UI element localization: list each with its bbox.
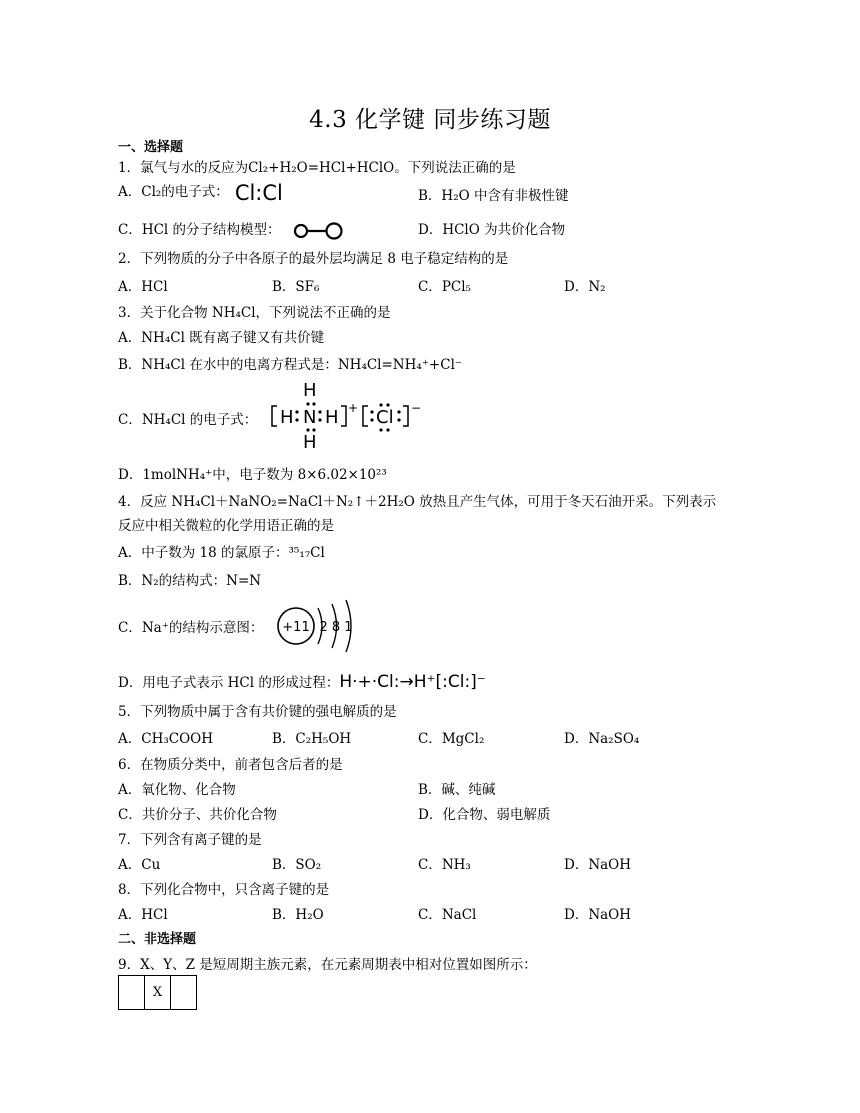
section-heading-nonchoice: 二、非选择题	[118, 932, 197, 947]
chloride-charge: −	[411, 401, 422, 415]
q6-option-b: B．碱、纯碱	[418, 782, 496, 798]
q6-stem: 6．在物质分类中，前者包含后者的是	[118, 757, 343, 773]
q3-option-c-label: C．NH₄Cl 的电子式：	[118, 412, 258, 428]
q2-option-a: A．HCl	[118, 279, 168, 295]
q4-option-b: B．N₂的结构式：N=N	[118, 573, 262, 589]
periodic-cell-right	[171, 976, 197, 1010]
q7-option-a: A．Cu	[118, 857, 161, 873]
q5-stem: 5．下列物质中属于含有共价键的强电解质的是	[118, 704, 397, 720]
na-ion-structure-diagram	[274, 594, 366, 658]
q1-option-c-label: C．HCl 的分子结构模型：	[118, 222, 281, 238]
q4-option-d-label: D．用电子式表示 HCl 的形成过程：	[118, 675, 340, 691]
periodic-table-fragment	[118, 975, 197, 1010]
q5-option-c: C．MgCl₂	[418, 731, 485, 747]
q8-option-b: B．H₂O	[272, 907, 324, 923]
q4-option-c-label: C．Na⁺的结构示意图：	[118, 620, 264, 636]
chloride-cl: Cl	[376, 407, 394, 428]
q6-option-a: A．氧化物、化合物	[118, 782, 236, 798]
cl2-electron-formula: Cl:Cl	[234, 180, 283, 205]
q7-option-c: C．NH₃	[418, 857, 471, 873]
q9-stem: 9．X、Y、Z 是短周期主族元素，在元素周期表中相对位置如图所示：	[118, 957, 537, 973]
page-title: 4.3 化学键 同步练习题	[309, 107, 551, 133]
q1-stem: 1．氯气与水的反应为Cl₂+H₂O=HCl+HClO。下列说法正确的是	[118, 160, 516, 176]
shell-electron-counts: 2 8 1	[319, 620, 353, 635]
q1-option-a-label: A．Cl₂的电子式：	[118, 184, 229, 200]
q8-option-a: A．HCl	[118, 907, 168, 923]
nh4-bottom-h: H	[303, 432, 317, 453]
nh4-n: N	[303, 407, 317, 428]
q8-option-d: D．NaOH	[564, 907, 632, 923]
nh4-left-h: H	[280, 407, 294, 428]
nucleus-label: +11	[282, 620, 310, 635]
q4-stem-line1: 4．反应 NH₄Cl＋NaNO₂=NaCl＋N₂↑＋2H₂O 放热且产生气体，可用于冬天石油开采。下列表示	[118, 494, 717, 510]
q1-option-a	[118, 180, 283, 205]
periodic-cell-left	[119, 976, 145, 1010]
q1-option-b: B．H₂O 中含有非极性键	[418, 188, 569, 204]
q2-option-c: C．PCl₅	[418, 279, 471, 295]
q7-stem: 7．下列含有离子键的是	[118, 832, 262, 848]
q3-option-a: A．NH₄Cl 既有离子键又有共价键	[118, 330, 325, 346]
q6-option-c: C．共价分子、共价化合物	[118, 807, 277, 823]
hcl-formation-process: H·+·Cl:→H⁺[:Cl:]⁻	[339, 672, 486, 692]
nh4-top-h: H	[303, 380, 317, 401]
hcl-molecule-model-icon	[291, 221, 347, 241]
q3-option-b: B．NH₄Cl 在水中的电离方程式是：NH₄Cl=NH₄⁺+Cl⁻	[118, 357, 463, 373]
q1-option-d: D．HClO 为共价化合物	[418, 222, 566, 238]
q8-option-c: C．NaCl	[418, 907, 477, 923]
q2-option-b: B．SF₆	[272, 279, 320, 295]
q5-option-a: A．CH₃COOH	[118, 731, 214, 747]
q5-option-d: D．Na₂SO₄	[564, 731, 640, 747]
q1-option-c	[118, 218, 347, 241]
q2-option-d: D．N₂	[564, 279, 606, 295]
q2-stem: 2．下列物质的分子中各原子的最外层均满足 8 电子稳定结构的是	[118, 251, 509, 267]
nh4cl-electron-formula	[268, 378, 433, 454]
q5-option-b: B．C₂H₅OH	[272, 731, 352, 747]
section-heading-choice: 一、选择题	[118, 140, 184, 155]
nh4-charge: +	[348, 401, 359, 415]
periodic-cell-x: X	[145, 976, 171, 1010]
q7-option-b: B．SO₂	[272, 857, 322, 873]
q4-option-d	[118, 671, 486, 692]
q4-option-a: A．中子数为 18 的氯原子：³⁵₁₇Cl	[118, 545, 325, 561]
q3-stem: 3．关于化合物 NH₄Cl，下列说法不正确的是	[118, 305, 391, 321]
q6-option-d: D．化合物、弱电解质	[418, 807, 551, 823]
q4-stem-line2: 反应中相关微粒的化学用语正确的是	[118, 518, 334, 534]
q7-option-d: D．NaOH	[564, 857, 632, 873]
q8-stem: 8．下列化合物中，只含离子键的是	[118, 882, 330, 898]
nh4-right-h: H	[325, 407, 339, 428]
q3-option-d: D．1molNH₄⁺中，电子数为 8×6.02×10²³	[118, 467, 387, 483]
